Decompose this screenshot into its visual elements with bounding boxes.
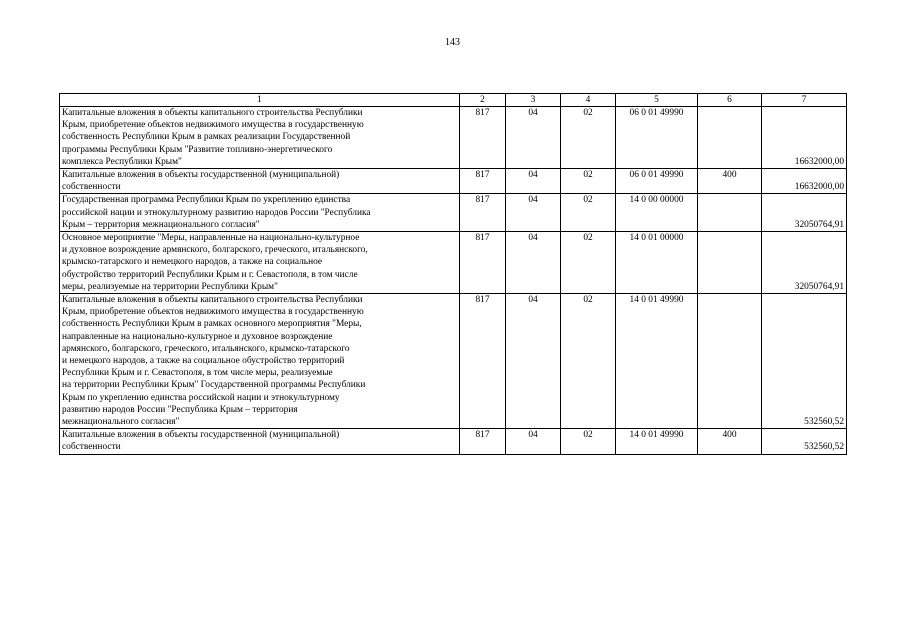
- ministry-cell: 817: [460, 232, 506, 294]
- header-cell-7: 7: [762, 94, 847, 107]
- page-number: 143: [445, 37, 460, 48]
- description-line: Крым, приобретение объектов недвижимого имущества в государственную: [62, 307, 364, 318]
- description-line: Государственная программа Республики Крым по укреплению единства: [62, 195, 351, 206]
- target-article-cell: 14 0 01 49990: [616, 294, 698, 429]
- description-line: собственности: [62, 442, 121, 453]
- description-line: межнационального согласия": [62, 417, 180, 428]
- header-cell-1: 1: [60, 94, 460, 107]
- target-article-cell: 14 0 01 00000: [616, 232, 698, 294]
- description-line: Основное мероприятие "Меры, направленные на национально-культурное: [62, 233, 360, 244]
- description-line: Капитальные вложения в объекты капитального строительства Республики: [62, 108, 363, 118]
- section-cell: 04: [506, 194, 561, 232]
- description-line: комплекса Республики Крым": [62, 156, 182, 167]
- description-line: Капитальные вложения в объекты государственной (муниципальной): [62, 170, 340, 181]
- amount-cell: 16632000,00: [762, 107, 847, 169]
- amount-cell: 32050764,91: [762, 232, 847, 294]
- description-line: меры, реализуемые на территории Республики Крым": [62, 281, 278, 292]
- expense-type-cell: [698, 232, 762, 294]
- description-line: направленные на национально-культурное и духовное возрождение: [62, 331, 333, 342]
- subsection-cell: 02: [561, 169, 616, 194]
- section-cell: 04: [506, 169, 561, 194]
- description-line: Капитальные вложения в объекты государственной (муниципальной): [62, 430, 340, 441]
- table-row: [60, 429, 847, 454]
- description-line: Крым по укреплению единства российской нации и этнокультурному: [62, 392, 340, 403]
- description-line: собственности: [62, 182, 121, 193]
- target-article-cell: 14 0 01 49990: [616, 429, 698, 454]
- expense-type-cell: [698, 107, 762, 169]
- subsection-cell: 02: [561, 107, 616, 169]
- description-cell: [60, 169, 460, 194]
- description-line: Республики Крым и г. Севастополя, в том числе меры, реализуемые: [62, 368, 333, 379]
- description-cell: [60, 232, 460, 294]
- expense-type-cell: 400: [698, 169, 762, 194]
- target-article-cell: 06 0 01 49990: [616, 169, 698, 194]
- table-row: [60, 232, 847, 294]
- description-cell: [60, 429, 460, 454]
- description-line: собственность Республики Крым в рамках реализации Государственной: [62, 132, 351, 143]
- table-body: [60, 94, 847, 455]
- description-line: армянского, болгарского, греческого, итальянского, крымско-татарского: [62, 343, 350, 354]
- ministry-cell: 817: [460, 194, 506, 232]
- section-cell: 04: [506, 429, 561, 454]
- description-line: российской нации и этнокультурному развитию народов России "Республика: [62, 207, 371, 218]
- ministry-cell: 817: [460, 294, 506, 429]
- header-cell-5: 5: [616, 94, 698, 107]
- subsection-cell: 02: [561, 429, 616, 454]
- description-line: крымско-татарского и немецкого народов, а также на социальное: [62, 257, 323, 268]
- section-cell: 04: [506, 294, 561, 429]
- expense-type-cell: 400: [698, 429, 762, 454]
- header-cell-3: 3: [506, 94, 561, 107]
- description-cell: [60, 294, 460, 429]
- description-line: на территории Республики Крым" Государственной программы Республики: [62, 380, 366, 391]
- table-row: [60, 169, 847, 194]
- table-row: [60, 107, 847, 169]
- expense-type-cell: [698, 294, 762, 429]
- header-cell-6: 6: [698, 94, 762, 107]
- amount-cell: 32050764,91: [762, 194, 847, 232]
- budget-table: [59, 93, 847, 455]
- subsection-cell: 02: [561, 194, 616, 232]
- target-article-cell: 14 0 00 00000: [616, 194, 698, 232]
- ministry-cell: 817: [460, 107, 506, 169]
- header-row: [60, 94, 847, 107]
- table-row: [60, 294, 847, 429]
- description-line: Крым, приобретение объектов недвижимого имущества в государственную: [62, 120, 364, 131]
- section-cell: 04: [506, 107, 561, 169]
- target-article-cell: 06 0 01 49990: [616, 107, 698, 169]
- header-cell-4: 4: [561, 94, 616, 107]
- table-row: [60, 194, 847, 232]
- section-cell: 04: [506, 232, 561, 294]
- amount-cell: 532560,52: [762, 294, 847, 429]
- description-line: обустройство территорий Республики Крым и г. Севастополя, в том числе: [62, 269, 358, 280]
- ministry-cell: 817: [460, 169, 506, 194]
- subsection-cell: 02: [561, 294, 616, 429]
- amount-cell: 16632000,00: [762, 169, 847, 194]
- description-cell: [60, 194, 460, 232]
- description-line: Крым – территория межнационального согласия": [62, 219, 260, 230]
- description-line: Капитальные вложения в объекты капитального строительства Республики: [62, 295, 363, 306]
- ministry-cell: 817: [460, 429, 506, 454]
- description-line: и немецкого народов, а также на социальное обустройство территорий: [62, 356, 345, 367]
- subsection-cell: 02: [561, 232, 616, 294]
- description-line: развитию народов России "Республика Крым – территория: [62, 404, 298, 415]
- header-cell-2: 2: [460, 94, 506, 107]
- amount-cell: 532560,52: [762, 429, 847, 454]
- expense-type-cell: [698, 194, 762, 232]
- description-line: программы Республики Крым "Развитие топливно-энергетического: [62, 144, 333, 155]
- description-line: собственность Республики Крым в рамках основного мероприятия "Меры,: [62, 319, 362, 330]
- description-line: и духовное возрождение армянского, болгарского, греческого, итальянского,: [62, 245, 368, 256]
- description-cell: [60, 107, 460, 169]
